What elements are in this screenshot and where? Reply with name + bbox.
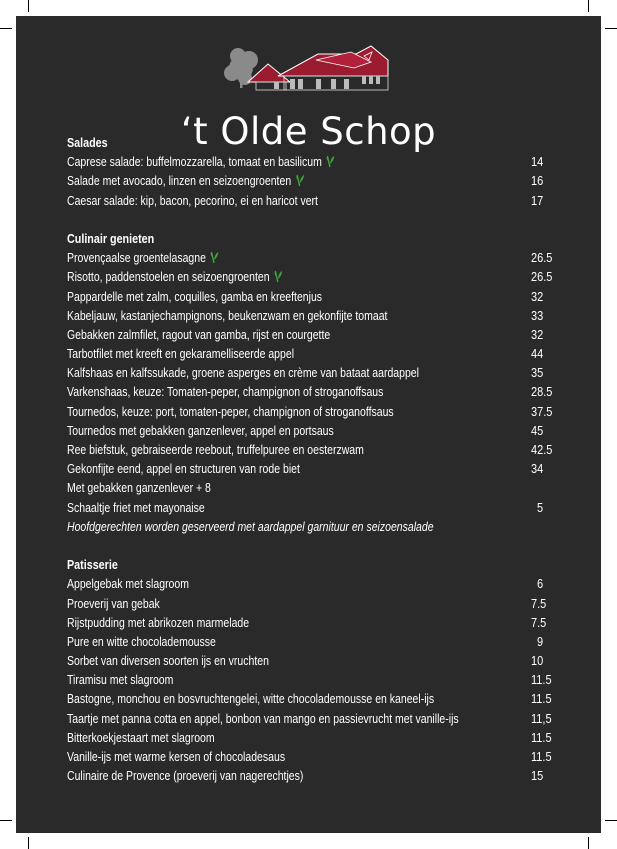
menu-item-name xyxy=(67,460,300,479)
menu-item-name xyxy=(67,249,219,270)
menu-item-name xyxy=(67,441,364,460)
menu-item-price: 7.5 xyxy=(531,615,547,630)
menu-item-name xyxy=(67,690,434,709)
section-title: Patisserie xyxy=(67,558,118,573)
menu-item-name xyxy=(67,403,394,422)
menu-item xyxy=(67,403,577,422)
menu-item xyxy=(67,499,577,518)
section-note: Hoofdgerechten worden geserveerd met aardappel garnituur en seizoensalade xyxy=(67,519,434,534)
menu-item-name-text: Schaaltje friet met mayonaise xyxy=(67,500,205,515)
menu-item-name-text: Caesar salade: kip, bacon, pecorino, ei en haricot vert xyxy=(67,193,318,208)
menu-item xyxy=(67,192,577,211)
menu-list xyxy=(67,134,577,786)
menu-item-price: 32 xyxy=(531,289,544,304)
menu-item-price: 11.5 xyxy=(531,750,552,764)
menu-item-name-text: Appelgebak met slagroom xyxy=(67,577,189,592)
menu-item-name xyxy=(67,767,303,786)
menu-item-name xyxy=(67,633,216,652)
menu-item-name-text: Risotto, paddenstoelen en seizoengroenten xyxy=(67,270,270,285)
menu-item-price: 28.5 xyxy=(531,385,553,400)
section-spacer xyxy=(67,211,577,230)
menu-item-price: 45 xyxy=(531,423,544,438)
menu-item xyxy=(67,575,577,594)
menu-item-name xyxy=(67,652,269,671)
crop-mark xyxy=(605,28,617,29)
menu-item xyxy=(67,172,577,191)
menu-item-name xyxy=(67,307,387,326)
section-title: Culinair genieten xyxy=(67,231,155,246)
menu-item-name xyxy=(67,172,305,193)
menu-item-name-text: Taartje met panna cotta en appel, bonbon van mango en passievrucht met vanille-ijs xyxy=(67,711,459,726)
menu-item-name-text: Varkenshaas, keuze: Tomaten-peper, champignon of stroganoffsaus xyxy=(67,385,384,400)
menu-item-price: 11,5 xyxy=(531,711,552,726)
menu-item-name-text: Sorbet van diversen soorten ijs en vruchten xyxy=(67,654,269,669)
menu-item xyxy=(67,690,577,709)
menu-item xyxy=(67,671,577,690)
menu-item-price: 5 xyxy=(537,500,544,515)
menu-item xyxy=(67,326,577,345)
menu-item-name xyxy=(67,595,160,614)
menu-item-name-text: Pure en witte chocolademousse xyxy=(67,634,216,649)
menu-item-name xyxy=(67,710,459,729)
menu-item xyxy=(67,479,577,498)
crop-mark xyxy=(0,28,12,29)
menu-item-name xyxy=(67,748,285,767)
menu-item-name-text: Tournedos met gebakken ganzenlever, appel en portsaus xyxy=(67,423,334,438)
menu-page xyxy=(16,16,601,833)
menu-item xyxy=(67,614,577,633)
menu-item-name-text: Kalfshaas en kalfssukade, groene asperges en crème van bataat aardappel xyxy=(67,366,419,381)
menu-item-name xyxy=(67,153,335,174)
menu-item-name-text: Met gebakken ganzenlever + 8 xyxy=(67,481,211,496)
menu-item-name-text: Salade met avocado, linzen en seizoengroenten xyxy=(67,174,292,189)
menu-item xyxy=(67,748,577,767)
menu-item-name xyxy=(67,499,205,518)
menu-item-name xyxy=(67,575,189,594)
menu-item-name xyxy=(67,345,294,364)
menu-item-name xyxy=(67,288,322,307)
menu-item xyxy=(67,383,577,402)
crop-mark xyxy=(588,837,589,849)
menu-item-price: 34 xyxy=(531,462,544,477)
menu-item-price: 7.5 xyxy=(531,596,547,611)
menu-item-price: 16 xyxy=(531,174,544,189)
menu-item xyxy=(67,633,577,652)
menu-item-price: 9 xyxy=(537,634,544,649)
menu-item-price: 11.5 xyxy=(531,692,552,707)
menu-item-price: 17 xyxy=(531,193,544,208)
menu-item-name xyxy=(67,268,283,289)
menu-item-name-text: Gekonfijte eend, appel en structuren van rode biet xyxy=(67,462,300,477)
menu-item-price: 15 xyxy=(531,769,544,784)
menu-item-name xyxy=(67,192,318,211)
menu-item-price: 6 xyxy=(537,577,544,592)
menu-item-name xyxy=(67,383,383,402)
restaurant-name: ‘t Olde Schop xyxy=(180,110,437,153)
menu-item xyxy=(67,595,577,614)
section-spacer xyxy=(67,537,577,556)
menu-item xyxy=(67,729,577,748)
crop-mark xyxy=(0,820,12,821)
menu-item-name-text: Bitterkoekjestaart met slagroom xyxy=(67,730,215,745)
menu-item-price: 14 xyxy=(531,155,544,170)
menu-item xyxy=(67,441,577,460)
crop-mark xyxy=(28,837,29,849)
menu-item-name-text: Rijstpudding met abrikozen marmelade xyxy=(67,615,250,630)
menu-item xyxy=(67,364,577,383)
menu-item xyxy=(67,460,577,479)
menu-item xyxy=(67,710,577,729)
menu-item-name-text: Tournedos, keuze: port, tomaten-peper, champignon of stroganoffsaus xyxy=(67,404,394,419)
menu-item-price: 26.5 xyxy=(531,251,553,266)
menu-item-name xyxy=(67,479,211,498)
menu-item-price: 33 xyxy=(531,308,544,323)
menu-item xyxy=(67,268,577,287)
menu-item-name xyxy=(67,364,419,383)
menu-item-price: 37.5 xyxy=(531,404,553,419)
menu-item-price: 11.5 xyxy=(531,673,552,688)
menu-item-name-text: Vanille-ijs met warme kersen of chocoladesaus xyxy=(67,750,286,764)
menu-item-name-text: Gebakken zalmfilet, ragout van gamba, rijst en courgette xyxy=(67,327,331,342)
menu-item-price: 42.5 xyxy=(531,443,553,457)
menu-item-price: 11.5 xyxy=(531,730,552,745)
menu-item-name-text: Kabeljauw, kastanjechampignons, beukenzwam en gekonfijte tomaat xyxy=(67,308,388,323)
menu-item xyxy=(67,652,577,671)
crop-mark xyxy=(588,0,589,12)
menu-item xyxy=(67,307,577,326)
menu-item-name-text: Tarbotfilet met kreeft en gekaramelliseerde appel xyxy=(67,347,295,362)
menu-item xyxy=(67,767,577,786)
menu-item-name xyxy=(67,422,334,441)
menu-item-name xyxy=(67,729,215,748)
menu-item-name xyxy=(67,614,249,633)
menu-item-price: 32 xyxy=(531,327,544,342)
menu-item-price: 35 xyxy=(531,366,544,381)
menu-item xyxy=(67,288,577,307)
menu-item xyxy=(67,422,577,441)
menu-item-name-text: Provençaalse groentelasagne xyxy=(67,251,206,266)
menu-item-name-text: Proeverij van gebak xyxy=(67,596,160,611)
menu-item-price: 44 xyxy=(531,347,544,362)
crop-mark xyxy=(605,820,617,821)
menu-item-name xyxy=(67,671,173,690)
crop-mark xyxy=(28,0,29,12)
menu-item xyxy=(67,345,577,364)
menu-item-price: 10 xyxy=(531,654,544,669)
menu-item-name-text: Tiramisu met slagroom xyxy=(67,673,174,688)
menu-item xyxy=(67,249,577,268)
section-title: Salades xyxy=(67,136,108,150)
menu-item-price: 26.5 xyxy=(531,270,553,285)
menu-item-name-text: Ree biefstuk, gebraiseerde reebout, truffelpuree en oesterzwam xyxy=(67,443,364,457)
menu-item-name-text: Culinaire de Provence (proeverij van nagerechtjes) xyxy=(67,769,304,784)
menu-item xyxy=(67,153,577,172)
menu-item-name-text: Pappardelle met zalm, coquilles, gamba en kreeftenjus xyxy=(67,289,323,304)
menu-item-name xyxy=(67,326,330,345)
menu-item-name-text: Caprese salade: buffelmozzarella, tomaat en basilicum xyxy=(67,155,322,170)
menu-item-name-text: Bastogne, monchou en bosvruchtengelei, witte chocolademousse en kaneel-ijs xyxy=(67,692,435,707)
